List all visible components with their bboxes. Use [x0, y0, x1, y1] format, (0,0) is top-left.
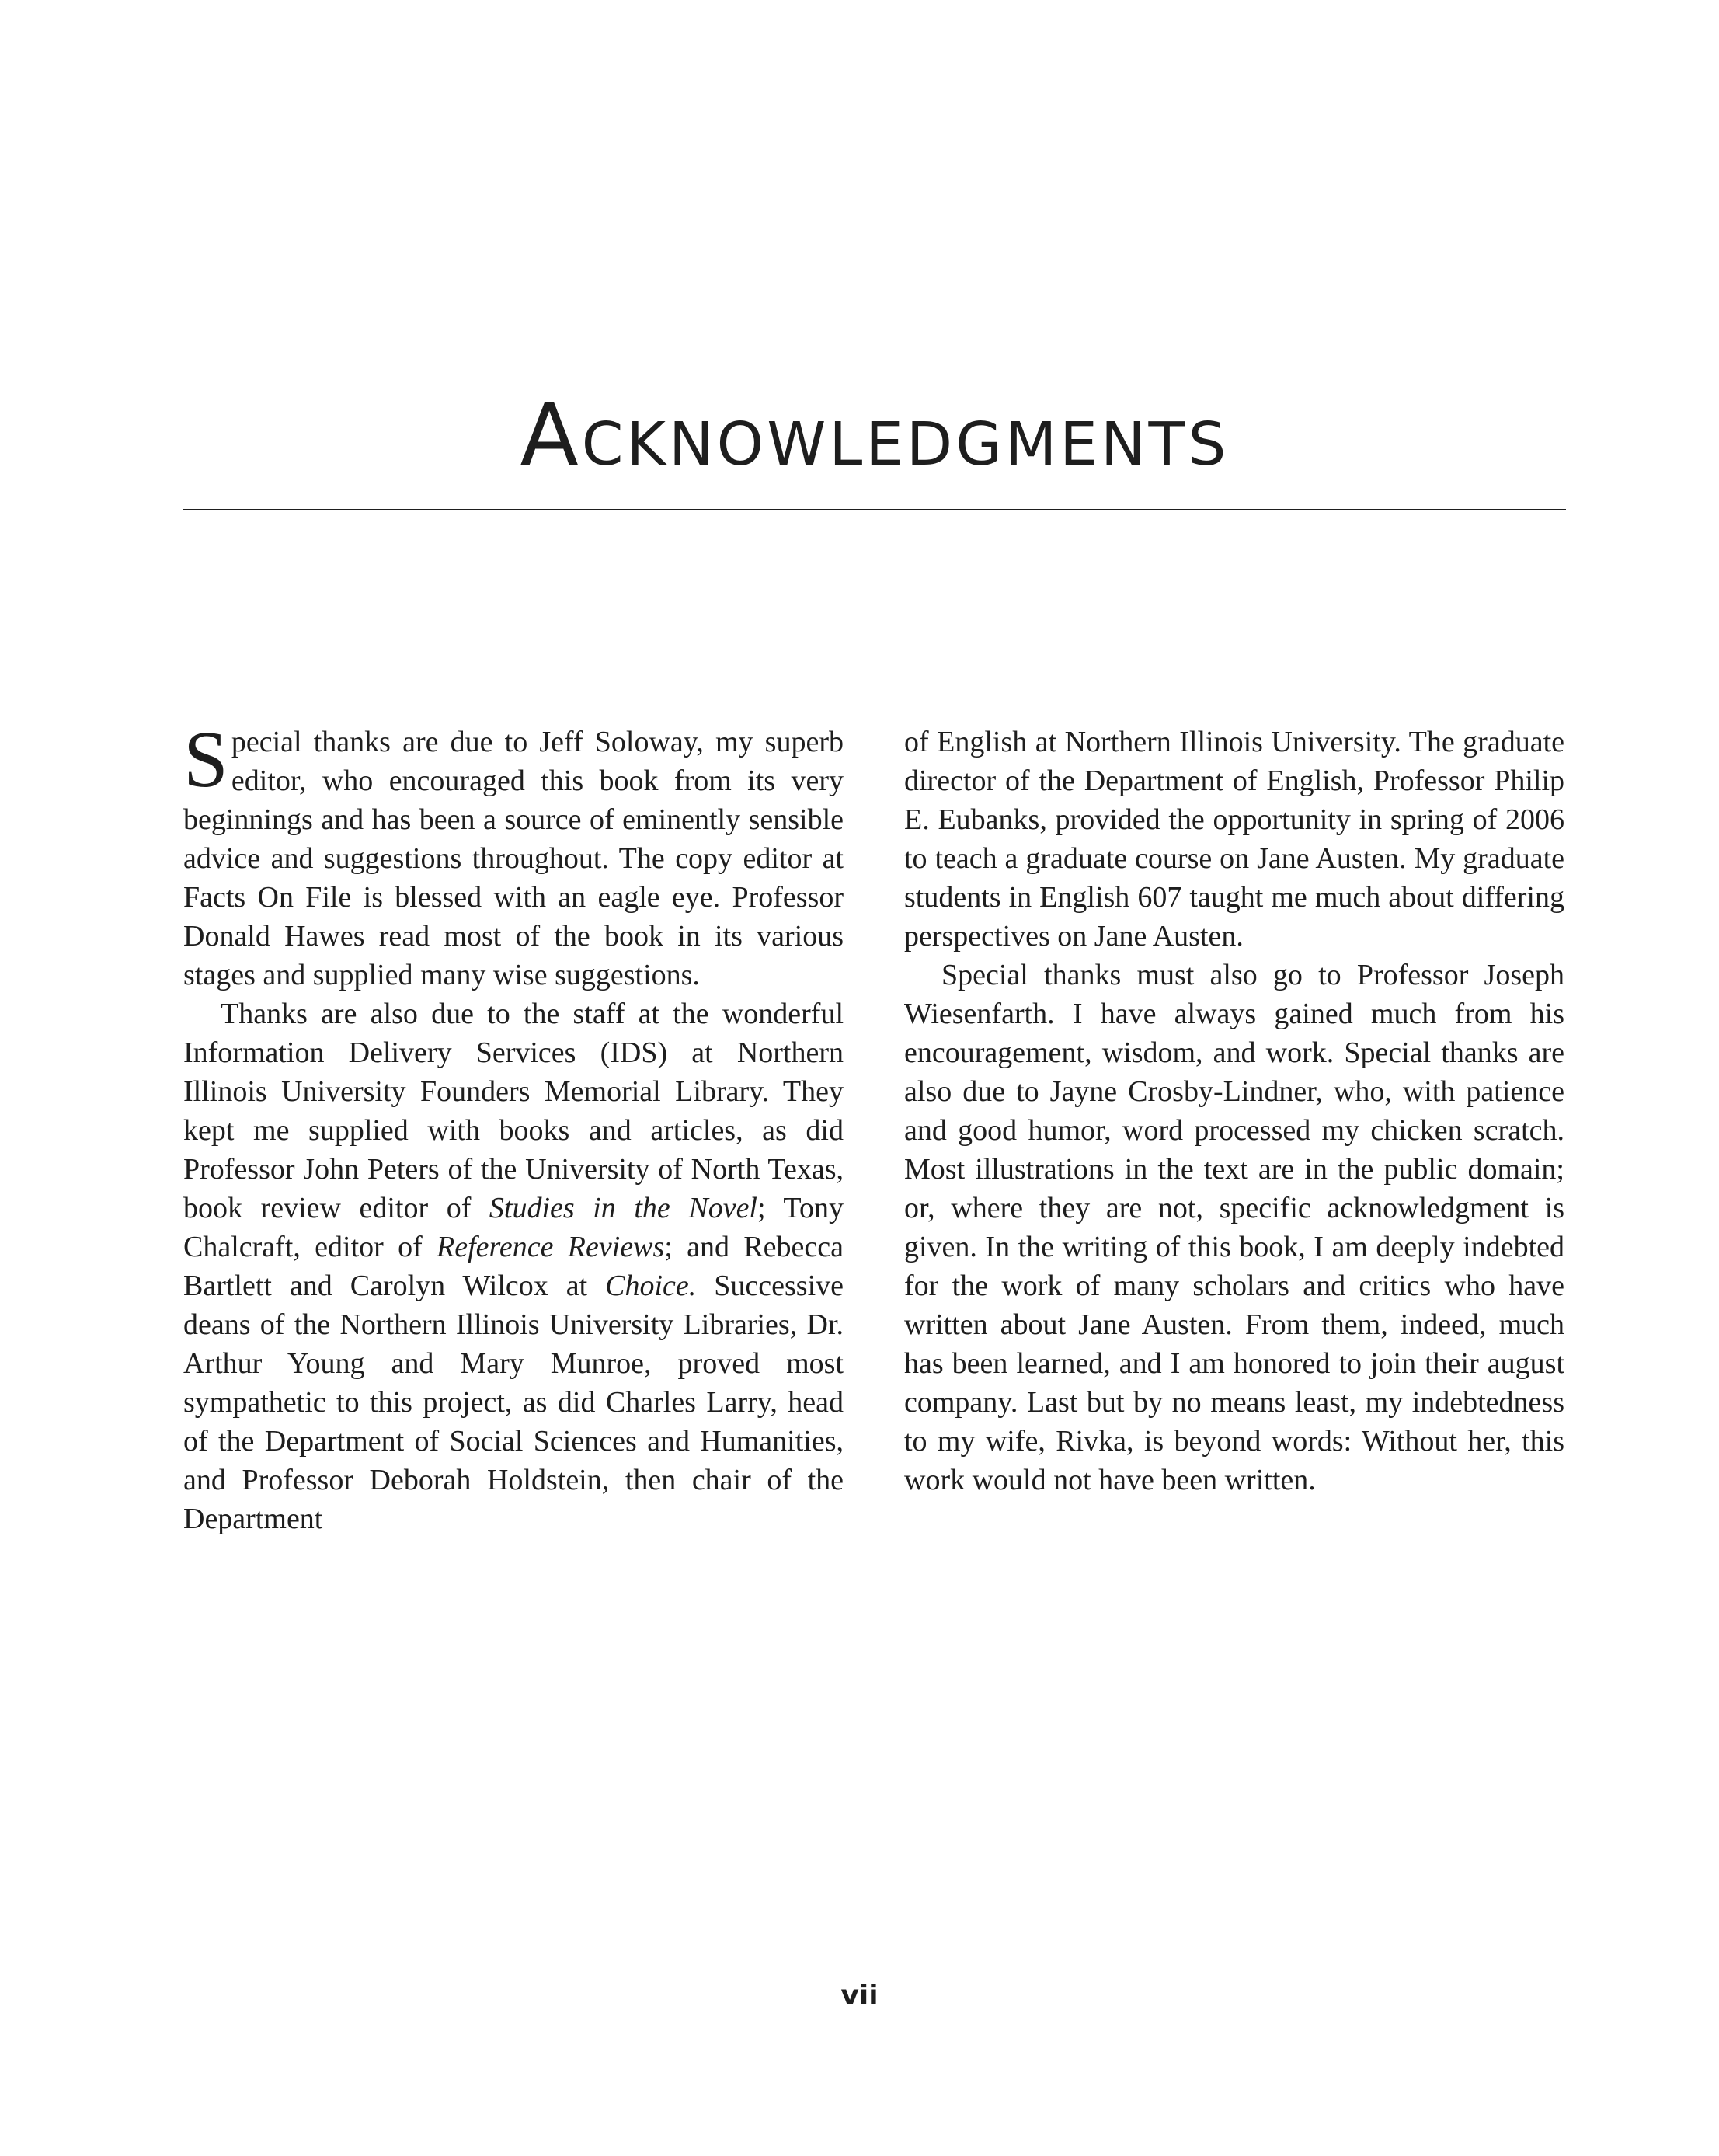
left-column — [183, 715, 844, 1538]
italic-reference-reviews: Reference Reviews — [437, 1231, 665, 1263]
page-number: vii — [840, 1980, 879, 2011]
paragraph-2-text-2: ; Tony Chalcraft, editor of — [183, 1192, 844, 1263]
drop-cap: S — [183, 715, 228, 804]
paragraph-3: Special thanks must also go to Professor Joseph Wiesenfarth. I have always gained much from his encouragement, wisdom, and work. Special thanks are also due to Jayne Crosby-Lindner, who, with patience and good humor, word processed my chicken scratch. Most illustrations in the text are in the public domain; or, where they are not, specific acknowledgment is given. In the writing of this book, I am deeply indebted for the work of many scholars and critics who have written about Jane Austen. From them, indeed, much has been learned, and I am honored to join their august company. Last but by no means least, my indebtedness to my wife, Rivka, is beyond words: Without her, this work would not have been written. — [904, 959, 1564, 1496]
chapter-title — [183, 385, 1566, 485]
paragraph-2-text-3: ; and Rebecca Bartlett and Carolyn Wilcox at — [183, 1231, 844, 1302]
paragraph-1 — [183, 715, 844, 994]
paragraph-2-text-4: Successive deans of the Northern Illinois University Libraries, Dr. Arthur Young and Mary Munroe, proved most sympathetic to this project, as did Charles Larry, head of the Department of Social Sciences and Humanities, and Professor Deborah Holdstein, then chair of the Department — [183, 1270, 844, 1535]
paragraph-2-text-1: Thanks are also due to the staff at the wonderful Information Delivery Services (IDS) at Northern Illinois University Founders Memorial Library. They kept me supplied with books and articles, as did Professor John Peters of the University of North Texas, book review editor of — [183, 998, 844, 1224]
right-column — [904, 723, 1564, 1499]
italic-studies-in-the-novel: Studies in the Novel — [489, 1192, 757, 1224]
chapter-title-text: Acknowledgments — [520, 385, 1230, 485]
paragraph-1-text: pecial thanks are due to Jeff Soloway, my superb editor, who encouraged this book from its very beginnings and has been a source of eminently sensible advice and suggestions throughout. The copy editor at Facts On File is blessed with an eagle eye. Professor Donald Hawes read most of the book in its various stages and supplied many wise suggestions. — [183, 726, 844, 991]
paragraph-2 — [183, 994, 844, 1538]
paragraph-2-continued: of English at Northern Illinois University. The graduate director of the Department of English, Professor Philip E. Eubanks, provided the opportunity in spring of 2006 to teach a graduate course on Jane Austen. My graduate students in English 607 taught me much about differing perspectives on Jane Austen. — [904, 726, 1564, 953]
italic-choice: Choice. — [605, 1270, 697, 1302]
title-rule — [183, 509, 1566, 510]
